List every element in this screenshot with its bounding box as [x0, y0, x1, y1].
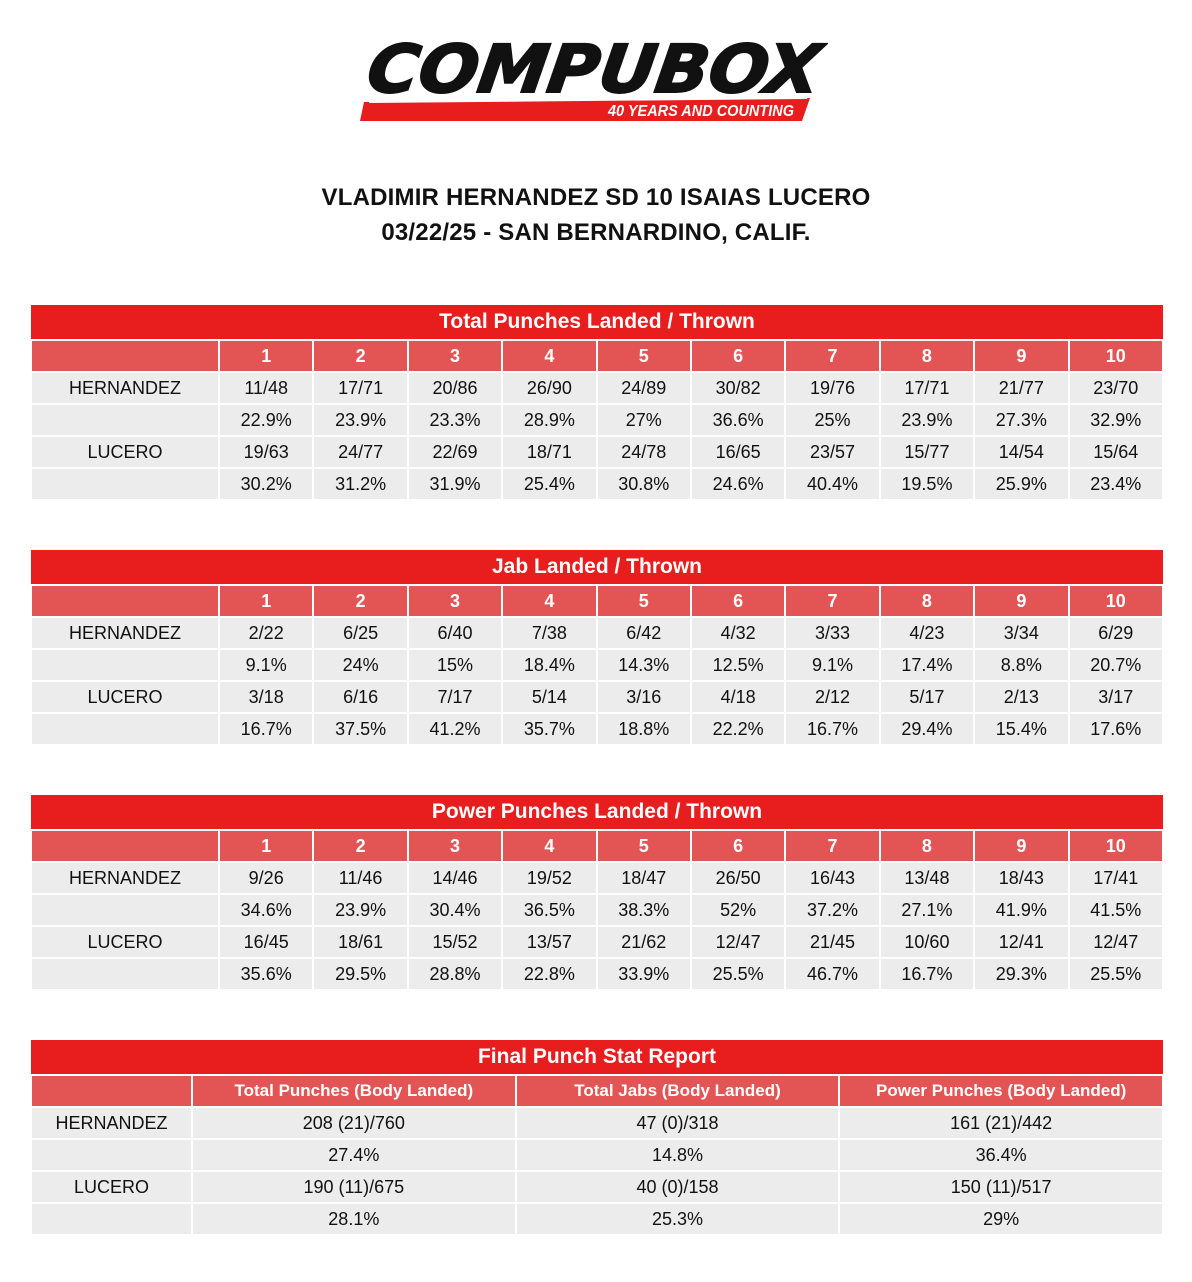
stat-cell: 150 (11)/517: [839, 1171, 1163, 1203]
pct-cell: 12.5%: [691, 649, 785, 681]
round-header: 9: [974, 340, 1068, 372]
power-punches-table: [30, 795, 1164, 991]
logo-tagline: 40 YEARS AND COUNTING: [607, 103, 794, 120]
round-header: 4: [502, 830, 596, 862]
pct-cell: 9.1%: [785, 649, 879, 681]
table-row: [31, 1203, 1163, 1235]
round-header: 2: [313, 340, 407, 372]
table-row: [31, 404, 1163, 436]
stat-cell: 21/77: [974, 372, 1068, 404]
pct-cell: 15.4%: [974, 713, 1068, 745]
pct-cell: 9.1%: [219, 649, 313, 681]
pct-cell: 16.7%: [880, 958, 974, 990]
pct-cell: 27.3%: [974, 404, 1068, 436]
fight-title: [0, 180, 1192, 250]
pct-cell: 24.6%: [691, 468, 785, 500]
table-row: [31, 649, 1163, 681]
stat-cell: 208 (21)/760: [192, 1107, 516, 1139]
pct-cell: 36.5%: [502, 894, 596, 926]
pct-cell: 25.9%: [974, 468, 1068, 500]
fighter-name: HERNANDEZ: [31, 372, 219, 404]
round-header: 8: [880, 830, 974, 862]
stat-cell: 16/45: [219, 926, 313, 958]
stat-cell: 17/41: [1069, 862, 1163, 894]
table-caption: Total Punches Landed / Thrown: [31, 305, 1163, 340]
round-header: 1: [219, 340, 313, 372]
stat-cell: 17/71: [880, 372, 974, 404]
pct-cell: 29.5%: [313, 958, 407, 990]
round-header: 5: [597, 830, 691, 862]
round-header: 9: [974, 830, 1068, 862]
stat-cell: 6/42: [597, 617, 691, 649]
pct-cell: 36.6%: [691, 404, 785, 436]
stat-cell: 40 (0)/158: [516, 1171, 840, 1203]
pct-cell: 52%: [691, 894, 785, 926]
stat-cell: 190 (11)/675: [192, 1171, 516, 1203]
final-report-table: [30, 1040, 1164, 1236]
pct-cell: 28.9%: [502, 404, 596, 436]
fight-result-title: VLADIMIR HERNANDEZ SD 10 ISAIAS LUCERO: [321, 184, 871, 211]
pct-cell: 25.5%: [1069, 958, 1163, 990]
fighter-name: LUCERO: [31, 926, 219, 958]
pct-cell: 35.7%: [502, 713, 596, 745]
round-header-row: [31, 340, 1163, 372]
stat-cell: 3/33: [785, 617, 879, 649]
stat-cell: 17/71: [313, 372, 407, 404]
stat-cell: 6/25: [313, 617, 407, 649]
stat-cell: 23/70: [1069, 372, 1163, 404]
pct-cell: 25.5%: [691, 958, 785, 990]
table-row: [31, 958, 1163, 990]
stat-cell: 24/77: [313, 436, 407, 468]
stat-cell: 16/65: [691, 436, 785, 468]
table-row: [31, 436, 1163, 468]
stat-cell: 161 (21)/442: [839, 1107, 1163, 1139]
round-header: 2: [313, 585, 407, 617]
pct-cell: 23.9%: [880, 404, 974, 436]
pct-cell: 24%: [313, 649, 407, 681]
round-header: 7: [785, 830, 879, 862]
round-header: 1: [219, 830, 313, 862]
name-spacer: [31, 404, 219, 436]
stat-cell: 19/76: [785, 372, 879, 404]
stat-cell: 4/18: [691, 681, 785, 713]
header-blank: [31, 830, 219, 862]
round-header: 10: [1069, 340, 1163, 372]
pct-cell: 20.7%: [1069, 649, 1163, 681]
fighter-name: LUCERO: [31, 681, 219, 713]
column-header: Total Jabs (Body Landed): [516, 1075, 840, 1107]
stat-cell: 13/57: [502, 926, 596, 958]
fighter-name: LUCERO: [31, 436, 219, 468]
pct-cell: 41.5%: [1069, 894, 1163, 926]
stat-cell: 10/60: [880, 926, 974, 958]
stat-cell: 26/90: [502, 372, 596, 404]
table-row: [31, 1171, 1163, 1203]
stat-cell: 20/86: [408, 372, 502, 404]
stat-cell: 24/78: [597, 436, 691, 468]
pct-cell: 29%: [839, 1203, 1163, 1235]
logo-wordmark: COMPUBOX: [362, 30, 801, 108]
table-row: [31, 1107, 1163, 1139]
name-spacer: [31, 713, 219, 745]
table-row: [31, 926, 1163, 958]
stat-cell: 12/47: [1069, 926, 1163, 958]
pct-cell: 30.2%: [219, 468, 313, 500]
round-header: 9: [974, 585, 1068, 617]
table-row: [31, 372, 1163, 404]
stat-cell: 6/16: [313, 681, 407, 713]
round-header: 6: [691, 830, 785, 862]
stat-cell: 4/32: [691, 617, 785, 649]
stat-cell: 14/46: [408, 862, 502, 894]
pct-cell: 30.4%: [408, 894, 502, 926]
stat-cell: 15/52: [408, 926, 502, 958]
stat-cell: 14/54: [974, 436, 1068, 468]
stat-cell: 22/69: [408, 436, 502, 468]
name-spacer: [31, 1139, 192, 1171]
pct-cell: 8.8%: [974, 649, 1068, 681]
final-header-row: [31, 1075, 1163, 1107]
pct-cell: 25%: [785, 404, 879, 436]
pct-cell: 34.6%: [219, 894, 313, 926]
stat-cell: 12/47: [691, 926, 785, 958]
header-blank: [31, 1075, 192, 1107]
pct-cell: 22.2%: [691, 713, 785, 745]
pct-cell: 28.8%: [408, 958, 502, 990]
round-header: 1: [219, 585, 313, 617]
pct-cell: 46.7%: [785, 958, 879, 990]
stat-cell: 18/43: [974, 862, 1068, 894]
stat-cell: 7/17: [408, 681, 502, 713]
stat-cell: 24/89: [597, 372, 691, 404]
pct-cell: 37.2%: [785, 894, 879, 926]
stat-cell: 47 (0)/318: [516, 1107, 840, 1139]
pct-cell: 40.4%: [785, 468, 879, 500]
stat-cell: 5/14: [502, 681, 596, 713]
stat-cell: 2/12: [785, 681, 879, 713]
pct-cell: 41.2%: [408, 713, 502, 745]
pct-cell: 19.5%: [880, 468, 974, 500]
pct-cell: 23.3%: [408, 404, 502, 436]
round-header-row: [31, 585, 1163, 617]
column-header: Total Punches (Body Landed): [192, 1075, 516, 1107]
stat-cell: 9/26: [219, 862, 313, 894]
stat-cell: 13/48: [880, 862, 974, 894]
stat-cell: 12/41: [974, 926, 1068, 958]
stat-cell: 11/46: [313, 862, 407, 894]
pct-cell: 27.4%: [192, 1139, 516, 1171]
pct-cell: 22.8%: [502, 958, 596, 990]
fighter-name: HERNANDEZ: [31, 1107, 192, 1139]
stat-cell: 5/17: [880, 681, 974, 713]
round-header: 5: [597, 585, 691, 617]
stat-cell: 18/71: [502, 436, 596, 468]
pct-cell: 18.8%: [597, 713, 691, 745]
pct-cell: 36.4%: [839, 1139, 1163, 1171]
table-row: [31, 617, 1163, 649]
stat-cell: 2/13: [974, 681, 1068, 713]
table-row: [31, 894, 1163, 926]
stat-cell: 18/61: [313, 926, 407, 958]
pct-cell: 35.6%: [219, 958, 313, 990]
pct-cell: 25.4%: [502, 468, 596, 500]
pct-cell: 27.1%: [880, 894, 974, 926]
round-header: 10: [1069, 830, 1163, 862]
pct-cell: 17.6%: [1069, 713, 1163, 745]
stat-cell: 11/48: [219, 372, 313, 404]
pct-cell: 29.4%: [880, 713, 974, 745]
total-punches-table: [30, 305, 1164, 501]
stat-cell: 21/45: [785, 926, 879, 958]
round-header: 7: [785, 340, 879, 372]
stat-cell: 4/23: [880, 617, 974, 649]
stat-cell: 30/82: [691, 372, 785, 404]
stat-cell: 21/62: [597, 926, 691, 958]
table-caption: Power Punches Landed / Thrown: [31, 795, 1163, 830]
pct-cell: 38.3%: [597, 894, 691, 926]
fighter-name: HERNANDEZ: [31, 617, 219, 649]
table-caption: Final Punch Stat Report: [31, 1040, 1163, 1075]
pct-cell: 22.9%: [219, 404, 313, 436]
name-spacer: [31, 649, 219, 681]
pct-cell: 41.9%: [974, 894, 1068, 926]
pct-cell: 29.3%: [974, 958, 1068, 990]
stat-cell: 3/16: [597, 681, 691, 713]
stat-cell: 3/34: [974, 617, 1068, 649]
round-header: 6: [691, 340, 785, 372]
table-row: [31, 713, 1163, 745]
pct-cell: 17.4%: [880, 649, 974, 681]
round-header: 3: [408, 830, 502, 862]
jab-table: [30, 550, 1164, 746]
stat-cell: 19/52: [502, 862, 596, 894]
pct-cell: 14.3%: [597, 649, 691, 681]
stat-cell: 26/50: [691, 862, 785, 894]
fighter-name: HERNANDEZ: [31, 862, 219, 894]
pct-cell: 31.9%: [408, 468, 502, 500]
round-header: 7: [785, 585, 879, 617]
name-spacer: [31, 894, 219, 926]
name-spacer: [31, 1203, 192, 1235]
pct-cell: 14.8%: [516, 1139, 840, 1171]
table-caption: Jab Landed / Thrown: [31, 550, 1163, 585]
stat-cell: 7/38: [502, 617, 596, 649]
pct-cell: 30.8%: [597, 468, 691, 500]
pct-cell: 33.9%: [597, 958, 691, 990]
stat-cell: 3/17: [1069, 681, 1163, 713]
stat-cell: 15/64: [1069, 436, 1163, 468]
round-header: 2: [313, 830, 407, 862]
round-header: 6: [691, 585, 785, 617]
table-row: [31, 681, 1163, 713]
stat-cell: 15/77: [880, 436, 974, 468]
table-row: [31, 468, 1163, 500]
stat-cell: 6/29: [1069, 617, 1163, 649]
name-spacer: [31, 958, 219, 990]
stat-cell: 2/22: [219, 617, 313, 649]
pct-cell: 23.9%: [313, 894, 407, 926]
pct-cell: 27%: [597, 404, 691, 436]
stat-cell: 16/43: [785, 862, 879, 894]
pct-cell: 18.4%: [502, 649, 596, 681]
stat-cell: 18/47: [597, 862, 691, 894]
pct-cell: 32.9%: [1069, 404, 1163, 436]
round-header: 8: [880, 585, 974, 617]
round-header: 4: [502, 585, 596, 617]
column-header: Power Punches (Body Landed): [839, 1075, 1163, 1107]
pct-cell: 23.4%: [1069, 468, 1163, 500]
round-header: 10: [1069, 585, 1163, 617]
pct-cell: 31.2%: [313, 468, 407, 500]
fighter-name: LUCERO: [31, 1171, 192, 1203]
compubox-logo: [358, 28, 828, 124]
header-blank: [31, 340, 219, 372]
header-blank: [31, 585, 219, 617]
stat-cell: 6/40: [408, 617, 502, 649]
name-spacer: [31, 468, 219, 500]
fight-date-location: 03/22/25 - SAN BERNARDINO, CALIF.: [381, 219, 811, 246]
table-row: [31, 1139, 1163, 1171]
round-header: 3: [408, 340, 502, 372]
stat-cell: 19/63: [219, 436, 313, 468]
pct-cell: 28.1%: [192, 1203, 516, 1235]
pct-cell: 37.5%: [313, 713, 407, 745]
stat-cell: 23/57: [785, 436, 879, 468]
round-header: 4: [502, 340, 596, 372]
round-header: 3: [408, 585, 502, 617]
table-row: [31, 862, 1163, 894]
round-header: 5: [597, 340, 691, 372]
pct-cell: 23.9%: [313, 404, 407, 436]
round-header-row: [31, 830, 1163, 862]
pct-cell: 16.7%: [219, 713, 313, 745]
pct-cell: 25.3%: [516, 1203, 840, 1235]
stat-cell: 3/18: [219, 681, 313, 713]
round-header: 8: [880, 340, 974, 372]
pct-cell: 16.7%: [785, 713, 879, 745]
pct-cell: 15%: [408, 649, 502, 681]
